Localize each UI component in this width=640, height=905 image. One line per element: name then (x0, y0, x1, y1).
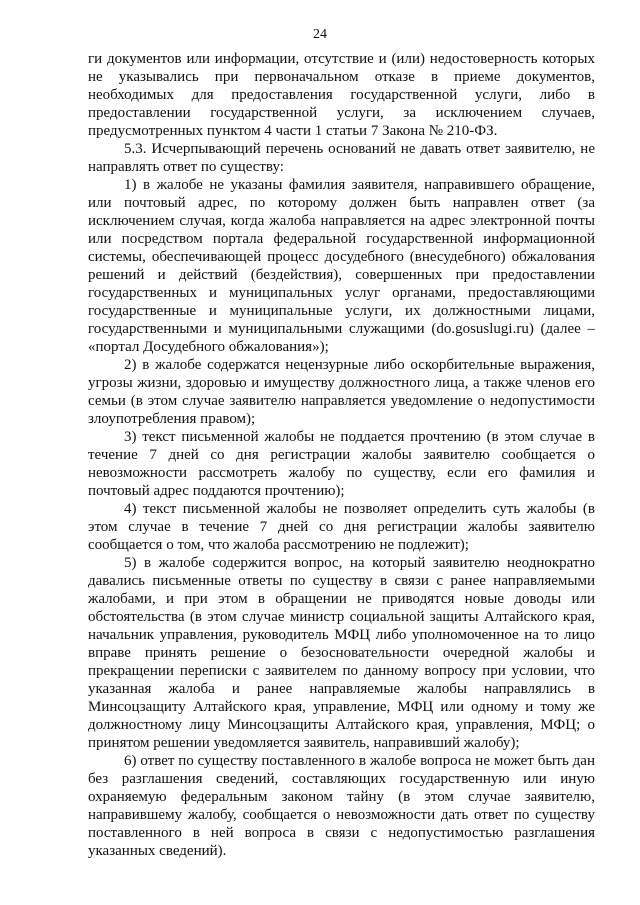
list-item-1: 1) в жалобе не указаны фамилия заявителя, направившего обращение, или почтовый адрес, по которому должен быть направлен ответ (за исключением случая, когда жалоба направляется на адрес электронной почты или посредством портала федеральной государственной информационной системы, обеспечивающей процесс досудебного (внесудебного) обжалования решений и действий (бездействия), совершенных при предоставлении государственных и муниципальных услуг органами, предоставляющими государственные и муниципальные услуги, их должностными лицами, государственными и муниципальными служащими (do.gosuslugi.ru) (далее – «портал Досудебного обжалования»); (88, 177, 595, 355)
list-item-4: 4) текст письменной жалобы не позволяет определить суть жалобы (в этом случае в течение 7 дней со дня регистрации жалобы заявителю сообщается о том, что жалоба рассмотрению не подлежит); (88, 501, 595, 553)
paragraph-5-3-heading: 5.3. Исчерпывающий перечень оснований не давать ответ заявителю, не направлять ответ по существу: (88, 141, 595, 175)
list-item-6: 6) ответ по существу поставленного в жалобе вопроса не может быть дан без разглашения сведений, составляющих государственную или иную охраняемую федеральным законом тайну (в этом случае заявителю, направившему жалобу, сообщается о невозможности дать ответ по существу поставленного в ней вопроса в связи с недопустимостью разглашения указанных сведений). (88, 753, 595, 859)
list-item-2: 2) в жалобе содержатся нецензурные либо оскорбительные выражения, угрозы жизни, здоровью и имуществу должностного лица, а также членов его семьи (в этом случае заявителю направляется уведомление о недопустимости злоупотребления правом); (88, 357, 595, 427)
page-number: 24 (313, 27, 327, 42)
document-body (88, 50, 595, 860)
list-item-5: 5) в жалобе содержится вопрос, на который заявителю неоднократно давались письменные ответы по существу в связи с ранее направляемыми жалобами, и при этом в обращении не приводятся новые доводы или обстоятельства (в этом случае министр социальной защиты Алтайского края, начальник управления, руководитель МФЦ либо уполномоченное на то лицо вправе принять решение о безосновательности очередной жалобы и прекращении переписки с заявителем по данному вопросу при условии, что указанная жалоба и ранее направляемые жалобы направлялись в Минсоцзащиту Алтайского края, управление, МФЦ или одному и тому же должностному лицу Минсоцзащиты Алтайского края, управления, МФЦ; о принятом решении уведомляется заявитель, направивший жалобу); (88, 555, 595, 751)
paragraph-continuation: ги документов или информации, отсутствие и (или) недостоверность которых не указывались при первоначальном отказе в приеме документов, необходимых для предоставления государственной услуги, либо в предоставлении государственной услуги, за исключением случаев, предусмотренных пунктом 4 части 1 статьи 7 Закона № 210-ФЗ. (88, 51, 595, 139)
list-item-3: 3) текст письменной жалобы не поддается прочтению (в этом случае в течение 7 дней со дня регистрации жалобы заявителю сообщается о невозможности рассмотреть жалобу по существу, если его фамилия и почтовый адрес поддаются прочтению); (88, 429, 595, 499)
